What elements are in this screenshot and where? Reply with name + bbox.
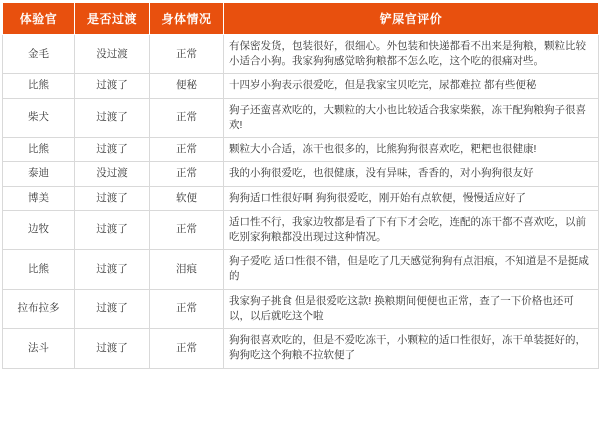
cell-transition: 没过渡 xyxy=(75,162,150,186)
cell-body-condition: 正常 xyxy=(150,329,224,368)
cell-transition: 过渡了 xyxy=(75,329,150,368)
cell-transition: 过渡了 xyxy=(75,289,150,328)
cell-body-condition: 正常 xyxy=(150,35,224,74)
cell-tester: 泰迪 xyxy=(3,162,75,186)
cell-tester: 金毛 xyxy=(3,35,75,74)
cell-body-condition: 正常 xyxy=(150,289,224,328)
table-row xyxy=(3,138,599,162)
cell-tester: 柴犬 xyxy=(3,98,75,137)
cell-transition: 没过渡 xyxy=(75,35,150,74)
cell-review: 十四岁小狗表示很爱吃，但是我家宝贝吃完，尿都难拉 都有些便秘 xyxy=(224,74,599,98)
cell-tester: 拉布拉多 xyxy=(3,289,75,328)
cell-transition: 过渡了 xyxy=(75,250,150,289)
cell-tester: 比熊 xyxy=(3,74,75,98)
cell-body-condition: 软便 xyxy=(150,186,224,210)
column-header-owner-review: 铲屎官评价 xyxy=(224,3,599,35)
cell-review: 我家狗子挑食 但是很爱吃这款! 换粮期间便便也正常，查了一下价格也还可以，以后就吃这个啦 xyxy=(224,289,599,328)
cell-review: 我的小狗很爱吃，也很健康，没有异味，香香的，对小狗狗很友好 xyxy=(224,162,599,186)
cell-review: 颗粒大小合适，冻干也很多的，比熊狗狗很喜欢吃，粑粑也很健康! xyxy=(224,138,599,162)
cell-transition: 过渡了 xyxy=(75,210,150,249)
cell-body-condition: 正常 xyxy=(150,162,224,186)
column-header-transition: 是否过渡 xyxy=(75,3,150,35)
cell-tester: 比熊 xyxy=(3,250,75,289)
table-row xyxy=(3,250,599,289)
table-row xyxy=(3,35,599,74)
table-row xyxy=(3,329,599,368)
cell-transition: 过渡了 xyxy=(75,138,150,162)
dog-food-review-table xyxy=(2,2,599,369)
table-row xyxy=(3,210,599,249)
cell-body-condition: 正常 xyxy=(150,138,224,162)
cell-body-condition: 泪痕 xyxy=(150,250,224,289)
cell-review: 狗狗很喜欢吃的，但是不爱吃冻干，小颗粒的适口性很好，冻干单装挺好的，狗狗吃这个狗粮不拉软便了 xyxy=(224,329,599,368)
cell-body-condition: 便秘 xyxy=(150,74,224,98)
table-row xyxy=(3,74,599,98)
cell-review: 适口性不行，我家边牧都是看了下有下才会吃，连配的冻干都不喜欢吃，以前吃别家狗粮都没出现过这种情况。 xyxy=(224,210,599,249)
cell-tester: 博美 xyxy=(3,186,75,210)
column-header-tester: 体验官 xyxy=(3,3,75,35)
cell-tester: 法斗 xyxy=(3,329,75,368)
cell-tester: 比熊 xyxy=(3,138,75,162)
table-row xyxy=(3,289,599,328)
cell-review: 有保密发货，包装很好，很细心。外包装和快递都看不出来是狗粮，颗粒比较小适合小狗。我家狗狗感觉啥狗粮都不怎么吃，这个吃的很痛对些。 xyxy=(224,35,599,74)
cell-review: 狗狗适口性很好啊 狗狗很爱吃，刚开始有点软便，慢慢适应好了 xyxy=(224,186,599,210)
table-header xyxy=(3,3,599,35)
table-row xyxy=(3,186,599,210)
cell-body-condition: 正常 xyxy=(150,98,224,137)
column-header-body-condition: 身体情况 xyxy=(150,3,224,35)
cell-transition: 过渡了 xyxy=(75,74,150,98)
cell-review: 狗子爱吃 适口性很不错，但是吃了几天感觉狗狗有点泪痕，不知道是不是挺咸的 xyxy=(224,250,599,289)
table-row xyxy=(3,98,599,137)
table-body xyxy=(3,35,599,369)
cell-tester: 边牧 xyxy=(3,210,75,249)
cell-transition: 过渡了 xyxy=(75,186,150,210)
cell-transition: 过渡了 xyxy=(75,98,150,137)
cell-review: 狗子还蛮喜欢吃的，大颗粒的大小也比较适合我家柴猴，冻干配狗粮狗子很喜欢! xyxy=(224,98,599,137)
cell-body-condition: 正常 xyxy=(150,210,224,249)
table-header-row xyxy=(3,3,599,35)
table-row xyxy=(3,162,599,186)
